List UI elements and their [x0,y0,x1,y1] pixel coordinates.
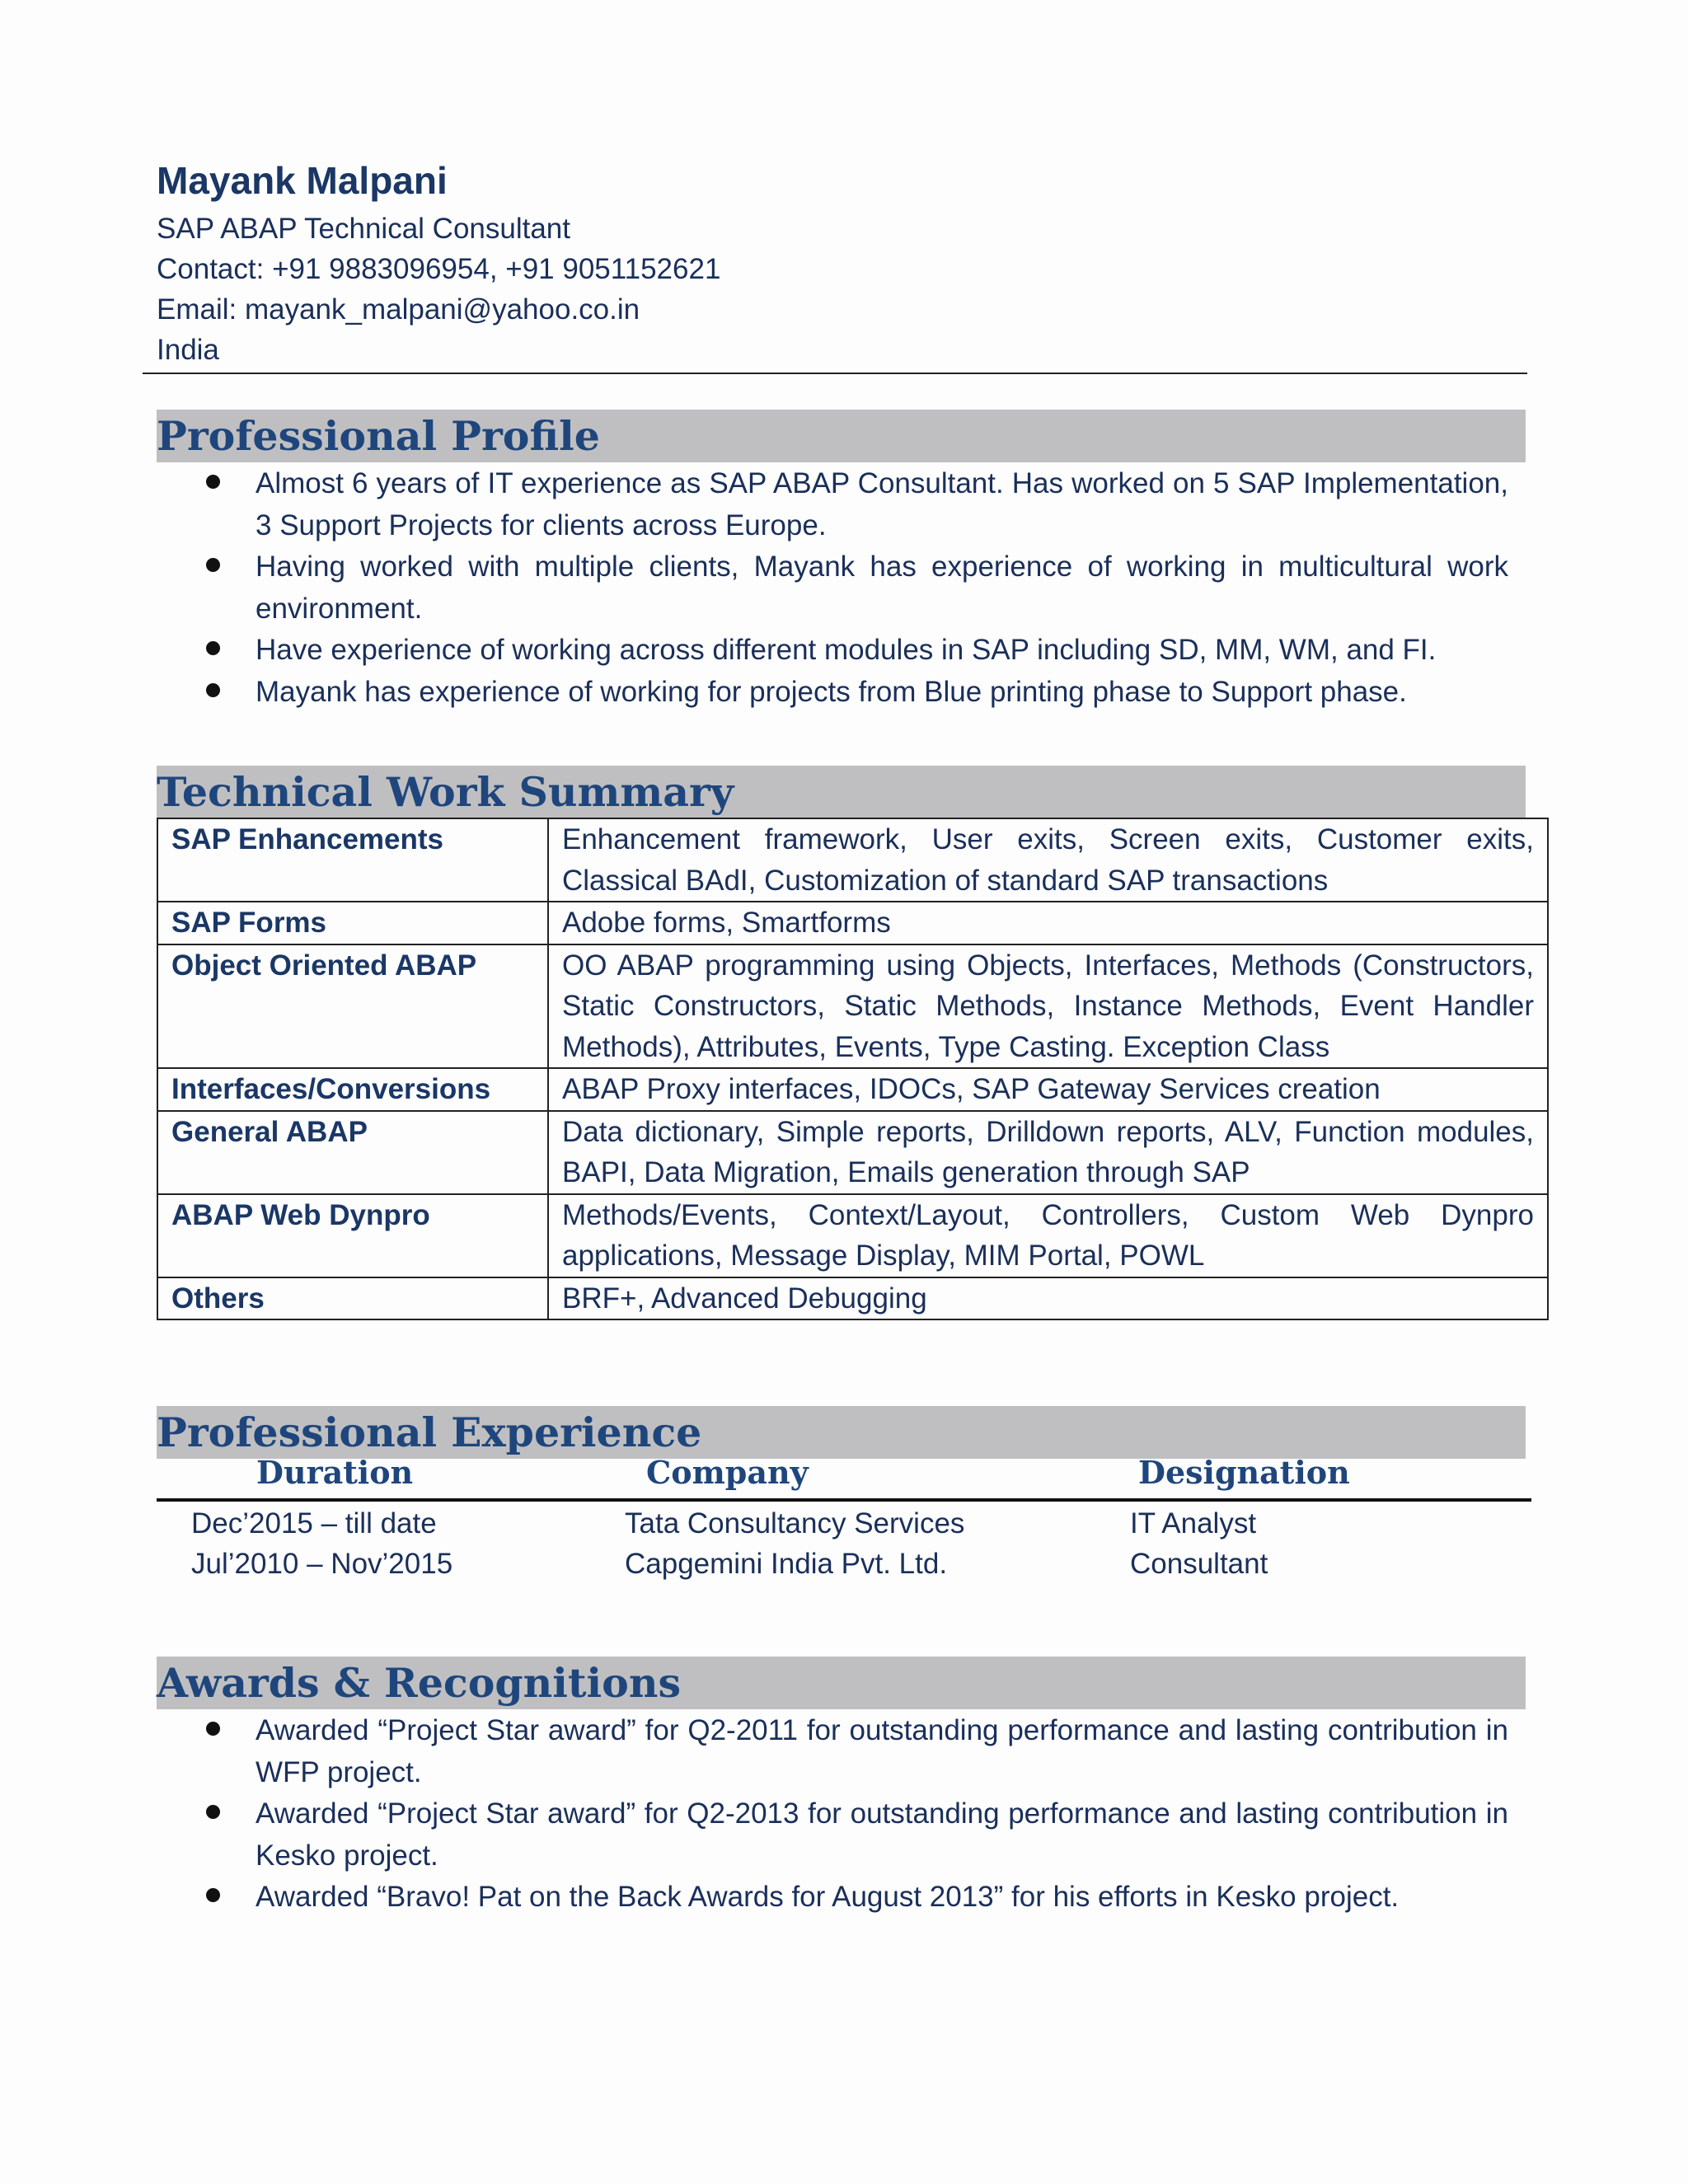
skill-details: Enhancement framework, User exits, Screen exits, Customer exits, Classical BAdI, Customization of standard SAP transactions [548,818,1548,902]
table-row [157,1194,1548,1277]
awards-bullet-list [202,1710,1508,1919]
bullet-icon [206,683,220,697]
experience-company: Capgemini India Pvt. Ltd. [625,1548,948,1580]
list-item: Awarded “Project Star award” for Q2-2013 for outstanding performance and lasting contribution in Kesko project. [202,1793,1508,1877]
awards-heading: Awards & Recognitions [157,1659,682,1707]
bullet-icon [206,475,220,489]
header-divider [143,373,1527,374]
experience-heading: Professional Experience [157,1408,702,1456]
skill-category: ABAP Web Dynpro [157,1194,548,1277]
skill-category: Others [157,1277,548,1320]
email-line: Email: mayank_malpani@yahoo.co.in [157,293,640,326]
experience-designation: IT Analyst [1130,1507,1257,1540]
technical-heading: Technical Work Summary [157,768,734,816]
location-line: India [157,334,219,366]
list-item: Having worked with multiple clients, Mayank has experience of working in multicultural work environment. [202,546,1508,630]
table-row [157,818,1548,902]
skill-category: Interfaces/Conversions [157,1068,548,1111]
table-row [157,944,1548,1069]
skill-details: Data dictionary, Simple reports, Drilldown reports, ALV, Function modules, BAPI, Data Migration, Emails generation through SAP [548,1111,1548,1194]
skill-details: BRF+, Advanced Debugging [548,1277,1548,1320]
experience-duration: Jul’2010 – Nov’2015 [191,1548,453,1580]
bullet-icon [206,641,220,655]
experience-duration: Dec’2015 – till date [191,1507,437,1540]
skill-category: SAP Forms [157,902,548,944]
bullet-icon [206,1722,220,1736]
skill-category: General ABAP [157,1111,548,1194]
skill-category: SAP Enhancements [157,818,548,902]
technical-summary-table [157,818,1549,1320]
skill-details: Methods/Events, Context/Layout, Controllers, Custom Web Dynpro applications, Message Display, MIM Portal, POWL [548,1194,1548,1277]
list-item: Have experience of working across different modules in SAP including SD, MM, WM, and FI. [202,630,1508,672]
column-header-designation: Designation [1138,1454,1350,1491]
contact-line: Contact: +91 9883096954, +91 9051152621 [157,253,721,285]
skill-details: Adobe forms, Smartforms [548,902,1548,944]
column-header-company: Company [646,1454,809,1491]
experience-divider [157,1498,1531,1502]
bullet-icon [206,1888,220,1902]
candidate-name: Mayank Malpani [157,159,448,202]
candidate-title: SAP ABAP Technical Consultant [157,213,570,245]
column-header-duration: Duration [256,1454,414,1491]
experience-designation: Consultant [1130,1548,1268,1580]
list-item: Awarded “Project Star award” for Q2-2011 for outstanding performance and lasting contribution in WFP project. [202,1710,1508,1793]
skill-category: Object Oriented ABAP [157,944,548,1069]
table-row [157,1111,1548,1194]
experience-company: Tata Consultancy Services [625,1507,965,1540]
bullet-icon [206,1805,220,1819]
list-item: Almost 6 years of IT experience as SAP ABAP Consultant. Has worked on 5 SAP Implementation, 3 Support Projects for clients across Europe. [202,463,1508,546]
table-row [157,1068,1548,1111]
table-row [157,1277,1548,1320]
profile-bullet-list [202,463,1508,713]
profile-heading: Professional Profile [157,412,600,460]
skill-details: ABAP Proxy interfaces, IDOCs, SAP Gateway Services creation [548,1068,1548,1111]
table-row [157,902,1548,944]
bullet-icon [206,558,220,572]
skill-details: OO ABAP programming using Objects, Interfaces, Methods (Constructors, Static Constructors, Static Methods, Instance Methods, Event Handler Methods), Attributes, Events, Type Casting. Exception Class [548,944,1548,1069]
list-item: Awarded “Bravo! Pat on the Back Awards for August 2013” for his efforts in Kesko project. [202,1877,1508,1919]
list-item: Mayank has experience of working for projects from Blue printing phase to Support phase. [202,672,1508,714]
